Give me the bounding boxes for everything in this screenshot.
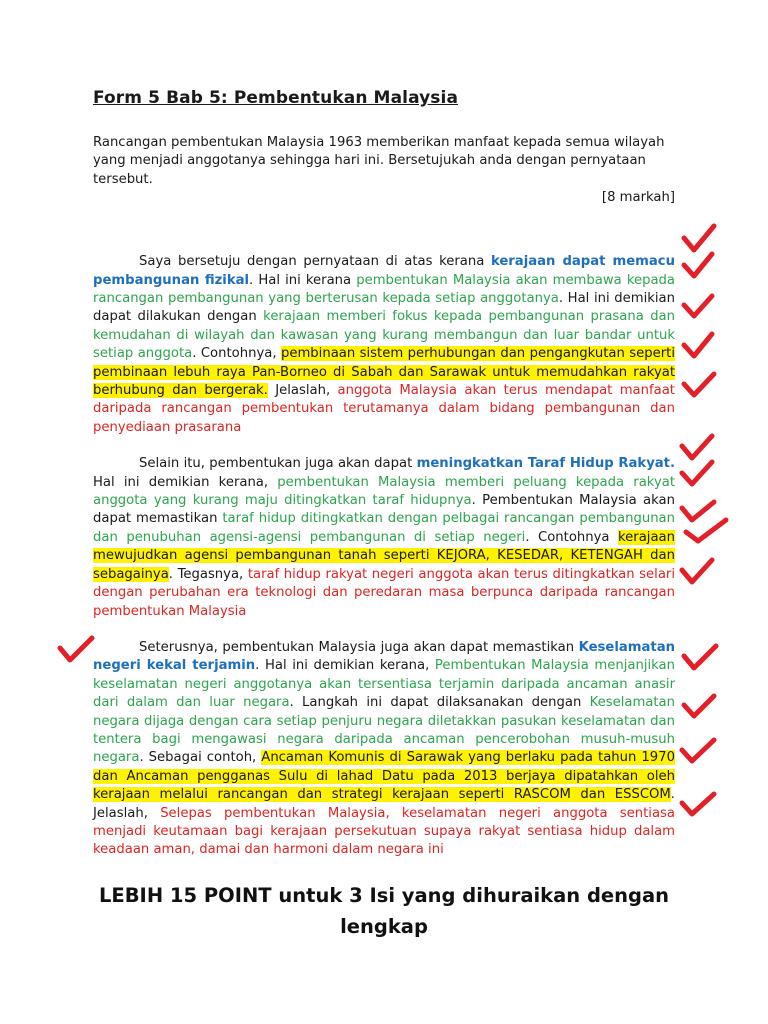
check-mark-icon [682, 560, 712, 582]
main-point: kerajaan dapat memacu pembangunan fizikal [93, 254, 675, 288]
check-mark-icon [684, 254, 712, 276]
answer-paragraph-1 [93, 253, 675, 437]
marks-label: [8 markah] [601, 189, 675, 205]
plain-text: . Hal ini demikian dapat dilakukan dengan [93, 291, 675, 325]
plain-text: . Langkah ini dapat dilaksanakan dengan [289, 695, 590, 711]
example-highlight: Ancaman Komunis di Sarawak yang berlaku pada tahun 1970 dan Ancaman pengganas Sulu di lahad Datu pada 2013 berjaya dipatahkan oleh kerajaan melalui rancangan dan strategi kerajaan seperti RASCOM dan ESSCOM [93, 750, 675, 803]
explanation-text: pembentukan Malaysia akan membawa kepada rancangan pembangunan yang berterusan kepada setiap anggotanya [93, 272, 676, 306]
explanation-text: Keselamatan negara dijaga dengan cara setiap penjuru negara diletakkan pasukan keselamatan dan tentera bagi mengawasi negara daripada ancaman pencerobohan musuh-musuh negara [93, 695, 675, 766]
check-mark-icon [682, 436, 712, 458]
plain-text: Hal ini demikian kerana, [93, 474, 278, 490]
essay-question: Rancangan pembentukan Malaysia 1963 memberikan manfaat kepada semua wilayah yang menjadi anggotanya sehingga hari ini. Bersetujukah anda dengan pernyataan tersebut. [93, 135, 665, 187]
check-mark-icon [684, 296, 712, 316]
answer-paragraph-2 [93, 455, 675, 621]
main-point: Keselamatan negeri kekal terjamin [93, 639, 675, 674]
footer-note: LEBIH 15 POINT untuk 3 Isi yang dihuraikan dengan lengkap [98, 884, 670, 938]
example-highlight: kerajaan mewujudkan agensi pembangunan tanah seperti KEJORA, KESEDAR, KETENGAH dan sebagainya [93, 529, 675, 582]
plain-text: Selain itu, pembentukan juga akan dapat [139, 456, 417, 472]
plain-text: . Pembentukan Malaysia akan dapat memastikan [93, 493, 675, 527]
check-mark-icon [682, 794, 714, 814]
plain-text: . Contohnya [525, 529, 619, 545]
plain-text: Saya bersetuju dengan pernyataan di atas kerana [139, 254, 491, 270]
plain-text: Jelaslah, [267, 383, 338, 399]
explanation-text: Pembentukan Malaysia menjanjikan keselamatan negeri anggotanya akan tersentiasa terjamin daripada ancaman anasir dari dalam dan luar negara [93, 658, 675, 711]
answer-paragraph-3 [93, 639, 675, 860]
check-mark-icon [684, 374, 714, 395]
conclusion-text: Selepas pembentukan Malaysia, keselamatan negeri anggota sentiasa menjadi keutamaan bagi kerajaan persekutuan supaya rakyat sentiasa hidup dalam keadaan aman, damai dan harmoni dalam negara ini [93, 805, 676, 858]
check-mark-icon [682, 462, 712, 484]
page-title: Form 5 Bab 5: Pembentukan Malaysia [93, 88, 459, 108]
document-body [93, 88, 675, 860]
plain-text: . Tegasnya, [168, 566, 248, 582]
explanation-text: pembentukan Malaysia memberi peluang kepada rakyat anggota yang kurang maju ditingkatkan taraf hidupnya [93, 474, 675, 509]
conclusion-text: anggota Malaysia akan terus mendapat manfaat daripada rancangan pembentukan terutamanya dalam bidang pembangunan dan penyediaan prasarana [93, 383, 675, 435]
main-point: meningkatkan Taraf Hidup Rakyat. [416, 456, 675, 472]
conclusion-text: taraf hidup rakyat negeri anggota akan terus ditingkatkan selari dengan perubahan era teknologi dan peredaran masa berpunca daripada rancangan pembentukan Malaysia [93, 566, 675, 619]
check-mark-icon [684, 334, 712, 356]
example-highlight: pembinaan sistem perhubungan dan pengangkutan seperti pembinaan lebuh raya Pan-Borneo di Sabah dan Sarawak untuk memudahkan rakyat berhubung dan bergerak. [93, 346, 675, 399]
explanation-text: taraf hidup ditingkatkan dengan pelbagai rancangan pembangunan dan penubuhan agensi-agensi pembangunan di setiap negeri [93, 511, 676, 545]
check-mark-icon [682, 502, 714, 520]
plain-text: Seterusnya, pembentukan Malaysia juga akan dapat memastikan [139, 639, 579, 655]
plain-text: . Contohnya, [192, 346, 281, 362]
plain-text: . Hal ini demikian kerana, [255, 658, 435, 674]
explanation-text: kerajaan memberi fokus kepada pembangunan prasana dan kemudahan di wilayah dan kawasan yang kurang membangun dan luar bandar untuk setiap anggota [93, 309, 675, 362]
check-mark-icon [684, 646, 716, 668]
check-mark-icon [60, 638, 92, 660]
plain-text: . Sebagai contoh, [139, 750, 262, 766]
check-mark-icon [686, 520, 726, 541]
check-mark-icon [684, 696, 714, 716]
check-mark-icon [682, 740, 714, 761]
plain-text: . Hal ini kerana [249, 272, 357, 288]
check-mark-icon [684, 226, 714, 250]
plain-text: . Jelaslah, [93, 787, 675, 821]
